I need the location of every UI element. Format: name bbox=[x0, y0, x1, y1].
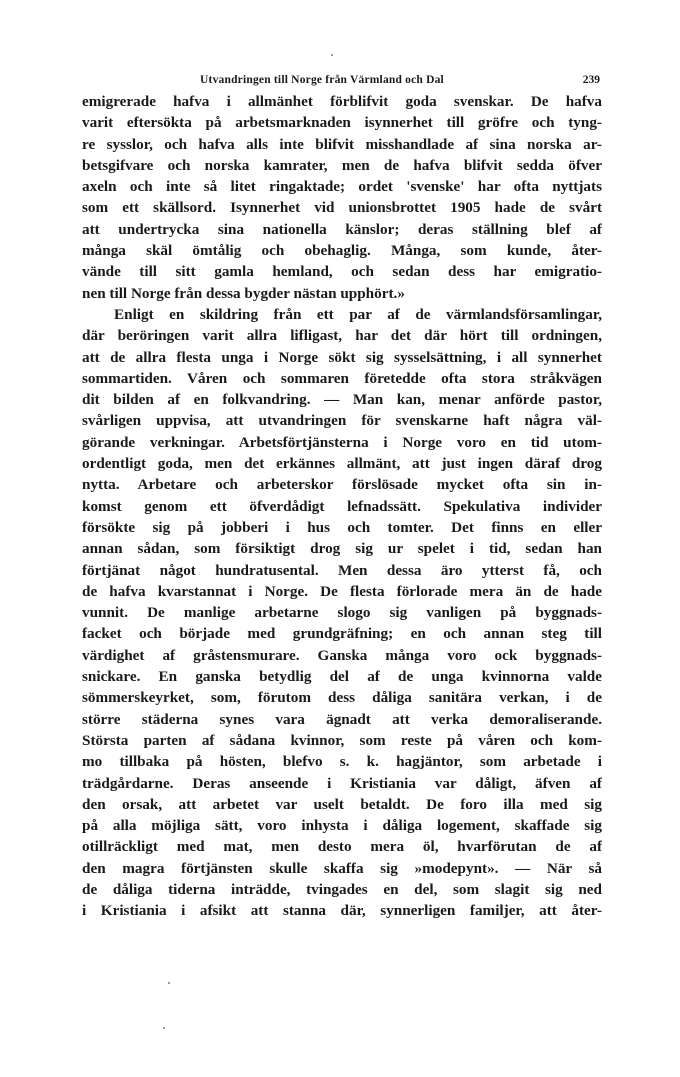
text-line: i Kristiania i afsikt att stanna där, synnerligen familjer, att åter- bbox=[82, 902, 602, 920]
text-line: försökte sig på jobberi i hus och tomter. Det finns en eller bbox=[82, 518, 602, 536]
text-line: som ett skällsord. Isynnerhet vid unionsbrottet 1905 hade de svårt bbox=[82, 199, 602, 217]
text-line: facket och började med grundgräfning; en och annan steg till bbox=[82, 625, 602, 643]
text-line: värdighet af gråstensmurare. Ganska många voro ock byggnads- bbox=[82, 646, 602, 664]
text-line: att undertrycka sina nationella känslor; deras ställning blef af bbox=[82, 220, 602, 238]
text-line: sommartiden. Våren och sommaren företedde ofta stora stråkvägen bbox=[82, 369, 602, 387]
text-line: görande verkningar. Arbetsförtjänsterna i Norge voro en tid utom- bbox=[82, 433, 602, 451]
scan-speck bbox=[331, 54, 333, 56]
text-line: dit bilden af en folkvandring. — Man kan, menar anförde pastor, bbox=[82, 391, 602, 409]
text-line: re sysslor, och hafva alls inte blifvit misshandlade af sina norska ar- bbox=[82, 135, 602, 153]
text-line: snickare. En ganska betydlig del af de unga kvinnorna valde bbox=[82, 668, 602, 686]
text-line: Största parten af sådana kvinnor, som reste på våren och kom- bbox=[82, 731, 602, 749]
text-line: varit eftersökta på arbetsmarknaden isynnerhet till gröfre och tyng- bbox=[82, 114, 602, 132]
text-line: förtjänat något hundratusental. Men dessa äro ytterst få, och bbox=[82, 561, 602, 579]
text-line: ordentligt goda, men det erkännes allmänt, att just ingen däraf drog bbox=[82, 455, 602, 473]
scan-speck bbox=[168, 982, 170, 984]
text-line: vunnit. De manlige arbetarne slogo sig vanligen på byggnads- bbox=[82, 604, 602, 622]
page-number: 239 bbox=[582, 74, 600, 86]
scan-speck bbox=[163, 1027, 165, 1029]
text-line: många skäl ömtålig och obehaglig. Många, som kunde, åter- bbox=[82, 242, 602, 260]
text-line: att de allra flesta unga i Norge sökt sig sysselsättning, i all synnerhet bbox=[82, 348, 602, 366]
text-line: axeln och inte så litet ringaktade; ordet 'svenske' har ofta nyttjats bbox=[82, 178, 602, 196]
text-line: den orsak, att arbetet var uselt betaldt. De foro illa med sig bbox=[82, 795, 602, 813]
running-header bbox=[82, 74, 602, 90]
text-line: nen till Norge från dessa bygder nästan upphört.» bbox=[82, 284, 405, 302]
text-line: annan sådan, som försiktigt drog sig ur spelet i tid, sedan han bbox=[82, 540, 602, 558]
text-line: mo tillbaka på hösten, blefvo s. k. hagjäntor, som arbetade i bbox=[82, 753, 602, 771]
text-line: sömmerskeyrket, som, förutom dess dåliga sanitära verkan, i de bbox=[82, 689, 602, 707]
text-line: vände till sitt gamla hemland, och sedan dess har emigratio- bbox=[82, 263, 602, 281]
text-line: nytta. Arbetare och arbeterskor förslösade mycket ofta sin in- bbox=[82, 476, 602, 494]
text-line: emigrerade hafva i allmänhet förblifvit goda svenskar. De hafva bbox=[82, 93, 602, 110]
text-line: Enligt en skildring från ett par af de värmlandsförsamlingar, bbox=[114, 305, 602, 323]
text-line: på alla möjliga sätt, voro inhysta i dåliga logement, skaffade sig bbox=[82, 817, 602, 835]
running-title: Utvandringen till Norge från Värmland och Dal bbox=[200, 74, 444, 86]
text-line: där beröringen varit allra lifligast, har det där hört till ordningen, bbox=[82, 327, 602, 345]
text-line: trädgårdarne. Deras anseende i Kristiania var dåligt, äfven af bbox=[82, 774, 602, 792]
text-line: svårligen uppvisa, att utvandringen för svenskarne haft några väl- bbox=[82, 412, 602, 430]
text-line: de dåliga tiderna inträdde, tvingades en del, som slagit sig ned bbox=[82, 880, 602, 898]
text-line: komst genom ett öfverdådigt lefnadssätt. Spekulativa individer bbox=[82, 497, 602, 515]
body-text bbox=[82, 91, 602, 922]
text-line: de hafva kvarstannat i Norge. De flesta förlorade mera än de hade bbox=[82, 582, 602, 600]
text-line: större städerna synes vara ägnadt att verka demoraliserande. bbox=[82, 710, 602, 728]
text-line: den magra förtjänsten skulle skaffa sig »modepynt». — När så bbox=[82, 859, 602, 877]
text-line: otillräckligt med mat, men desto mera öl, hvarförutan de af bbox=[82, 838, 602, 856]
text-line: betsgifvare och norska kamrater, men de hafva blifvit sedda öfver bbox=[82, 156, 602, 174]
